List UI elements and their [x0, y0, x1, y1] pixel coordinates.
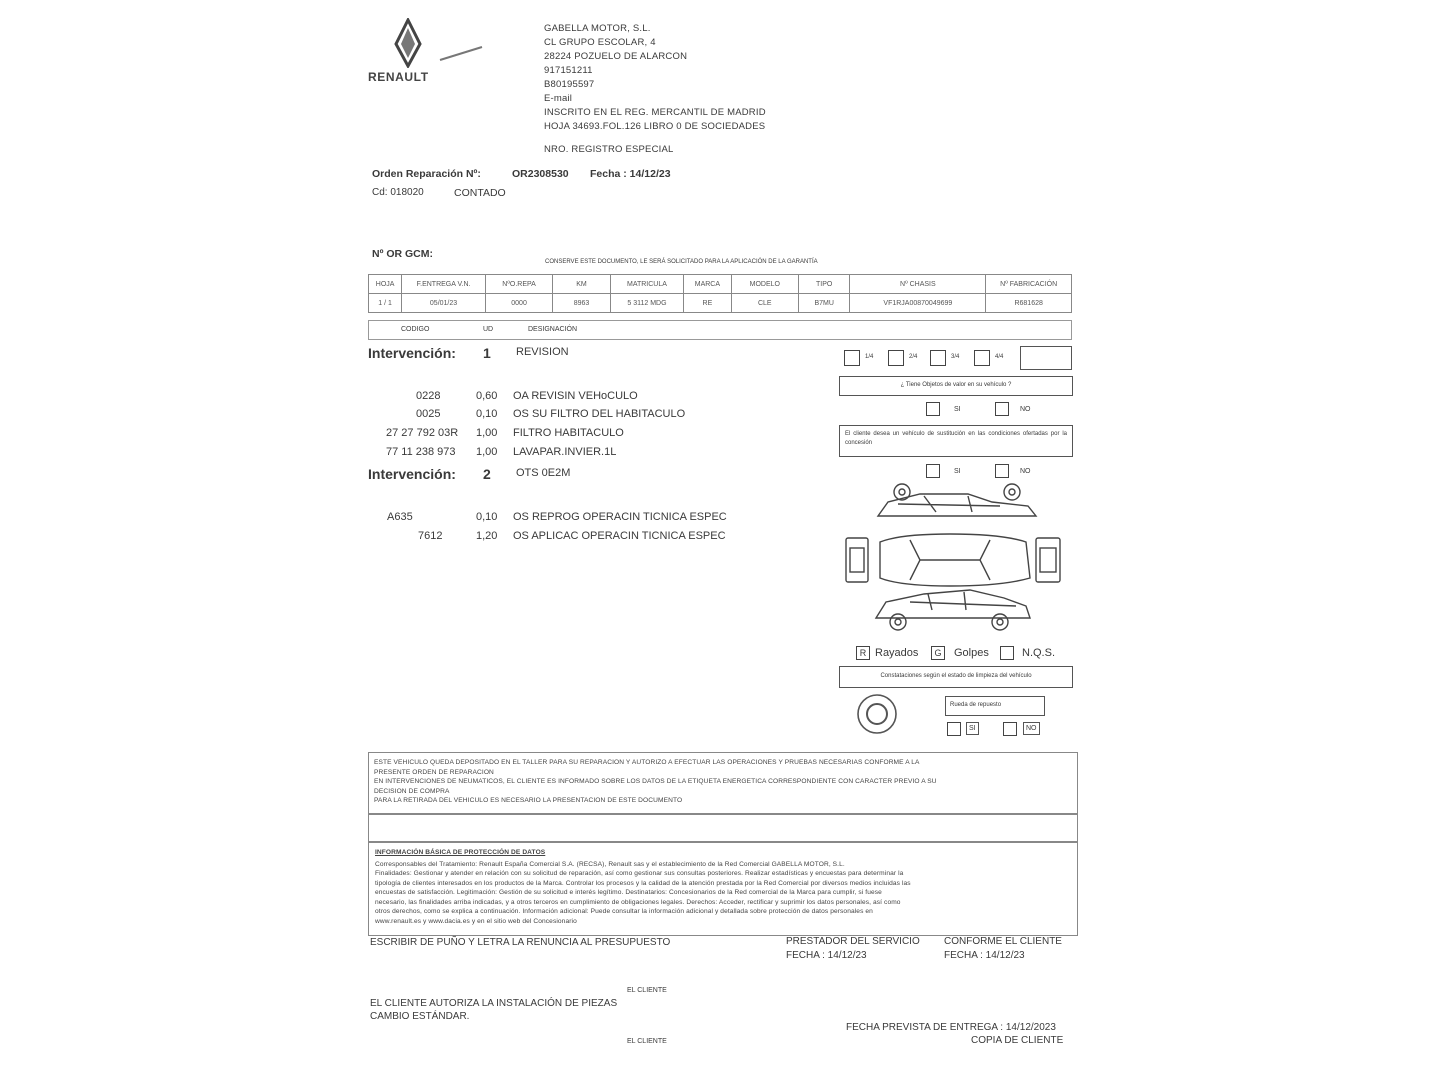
- col-modelo: MODELO: [731, 275, 798, 294]
- spare-yes-label: SI: [966, 722, 979, 735]
- registry-number: NRO. REGISTRO ESPECIAL: [544, 144, 674, 155]
- vehicle-table-header: [369, 275, 1072, 294]
- intervention-title: REVISION: [516, 346, 569, 358]
- col-matricula: MATRICULA: [610, 275, 684, 294]
- fuel-label: 2/4: [909, 354, 918, 360]
- spare-wheel-box: [945, 696, 1045, 716]
- replacement-no-checkbox[interactable]: [995, 464, 1009, 478]
- line-qty: 1,00: [476, 427, 498, 439]
- provider-date: FECHA : 14/12/23: [786, 950, 867, 961]
- intervention-label: Intervención:: [368, 345, 456, 361]
- cell-hoja: 1 / 1: [369, 294, 402, 313]
- provider-label: PRESTADOR DEL SERVICIO: [786, 936, 920, 947]
- company-line: HOJA 34693.FOL.126 LIBRO 0 DE SOCIEDADES: [544, 121, 766, 132]
- company-line: INSCRITO EN EL REG. MERCANTIL DE MADRID: [544, 107, 766, 118]
- nqs-checkbox[interactable]: [1000, 646, 1014, 660]
- line-desc: OS APLICAC OPERACIN TICNICA ESPEC: [513, 530, 726, 542]
- line-code: 27 27 792 03R: [386, 427, 459, 439]
- col-fabricacion: Nº FABRICACIÓN: [986, 275, 1072, 294]
- privacy-line: encuestas de satisfacción. Legitimación: Gestión de su solicitud e interés legítimo. Destinatarios: Concesionarios de la Red comercial de la Marca para cumplir, si fuese: [375, 889, 882, 896]
- valuables-yes-label: SI: [954, 406, 961, 413]
- cell-chasis: VF1RJA00870049699: [850, 294, 986, 313]
- company-line: B80195597: [544, 79, 595, 90]
- delivery-date: FECHA PREVISTA DE ENTREGA : 14/12/2023: [846, 1022, 1056, 1033]
- scratch-label: Rayados: [875, 647, 919, 659]
- valuables-no-checkbox[interactable]: [995, 402, 1009, 416]
- payment-type: CONTADO: [454, 187, 506, 199]
- order-date: Fecha : 14/12/23: [590, 168, 671, 180]
- valuables-box: [839, 376, 1073, 396]
- renault-diamond-icon: [382, 18, 442, 68]
- cell-tipo: B7MU: [799, 294, 850, 313]
- company-line: 917151211: [544, 65, 593, 76]
- valuables-no-label: NO: [1020, 406, 1031, 413]
- column-code: CODIGO: [401, 326, 430, 333]
- privacy-line: Finalidades: Gestionar y atender en relación con su solicitud de reparación, así como gestionar sus consultas posteriores. Realizar estadísticas y encuestas para determinar la: [375, 870, 904, 877]
- authorize-text: CAMBIO ESTÁNDAR.: [370, 1011, 470, 1022]
- dent-label: Golpes: [954, 647, 989, 659]
- privacy-line: tipología de clientes interesados en los productos de la Marca. Controlar los procesos y la calidad de la atención prestada por la Red Comercial por diversos medios incluidas las: [375, 879, 911, 887]
- car-top-view: [846, 534, 1060, 586]
- fuel-label: 4/4: [995, 354, 1004, 360]
- columns-header-box: [368, 320, 1072, 340]
- fuel-checkbox[interactable]: [844, 350, 860, 366]
- line-code: 0228: [416, 390, 441, 402]
- line-desc: FILTRO HABITACULO: [513, 427, 624, 439]
- vehicle-table: [368, 274, 1072, 313]
- line-code: 0025: [416, 408, 441, 420]
- line-qty: 1,20: [476, 530, 498, 542]
- intervention-number: 2: [483, 466, 491, 482]
- valuables-yes-checkbox[interactable]: [926, 402, 940, 416]
- line-desc: OA REVISIN VEHoCULO: [513, 390, 638, 402]
- company-line: 28224 POZUELO DE ALARCON: [544, 51, 688, 62]
- company-line: CL GRUPO ESCOLAR, 4: [544, 37, 656, 48]
- client-signature-label: EL CLIENTE: [627, 987, 667, 994]
- cell-entrega: 05/01/23: [402, 294, 486, 313]
- line-code: 7612: [418, 530, 443, 542]
- fuel-checkbox[interactable]: [930, 350, 946, 366]
- fuel-checkbox[interactable]: [974, 350, 990, 366]
- company-line: GABELLA MOTOR, S.L.: [544, 23, 651, 34]
- cell-matricula: 5 3112 MDG: [610, 294, 684, 313]
- spare-no-checkbox[interactable]: [1003, 722, 1017, 736]
- nqs-label: N.Q.S.: [1022, 647, 1056, 659]
- spare-wheel-label: Rueda de repuesto: [950, 702, 1002, 708]
- line-qty: 0,10: [476, 408, 498, 420]
- blank-box: [368, 814, 1078, 842]
- column-designation: DESIGNACIÓN: [528, 326, 578, 333]
- client-code: Cd: 018020: [372, 187, 424, 198]
- deposit-box: [368, 752, 1078, 814]
- deposit-line: PRESENTE ORDEN DE REPARACION: [374, 768, 494, 776]
- privacy-line: necesario, las finalidades arriba indicadas, y a otros terceros en cumplimiento de obligaciones legales. Derechos: Acceder, rectificar y suprimir los datos personales, así como: [375, 898, 901, 906]
- replacement-text: El cliente desea un vehículo de sustitución en las condiciones ofertadas por la concesión: [845, 431, 1067, 446]
- privacy-box: [368, 842, 1078, 936]
- deposit-line: DECISION DE COMPRA: [374, 787, 450, 795]
- car-side-bottom: [876, 590, 1030, 630]
- line-qty: 0,10: [476, 511, 498, 523]
- company-line: E-mail: [544, 93, 573, 104]
- privacy-title: INFORMACIÓN BÁSICA DE PROTECCIÓN DE DATOS: [375, 849, 546, 856]
- privacy-line: otros derechos, como se explica a continuación. Información adicional: Puede consultar la información adicional y detallada sobre protección de datos personales en: [375, 908, 873, 915]
- col-chasis: Nº CHASIS: [850, 275, 986, 294]
- fuel-checkbox[interactable]: [888, 350, 904, 366]
- vehicle-table-row: [369, 294, 1072, 313]
- deposit-line: EN INTERVENCIONES DE NEUMATICOS, EL CLIENTE ES INFORMADO SOBRE LOS DATOS DE LA ETIQUETA ENERGETICA CORRESPONDIENTE CON CARACTER PREVIO A SU: [374, 778, 937, 785]
- intervention-label: Intervención:: [368, 466, 456, 482]
- gcm-label: Nº OR GCM:: [372, 248, 433, 260]
- col-hoja: HOJA: [369, 275, 402, 294]
- dent-checkbox[interactable]: G: [931, 646, 945, 660]
- brand-name: RENAULT: [368, 70, 429, 84]
- cell-fabricacion: R681628: [986, 294, 1072, 313]
- line-desc: OS SU FILTRO DEL HABITACULO: [513, 408, 686, 420]
- privacy-line: Corresponsables del Tratamiento: Renault España Comercial S.A. (RECSA), Renault sas y el establecimiento de la Red Comercial GABELLA MOTOR, S.L.: [375, 860, 845, 868]
- order-number: OR2308530: [512, 168, 569, 180]
- replacement-box: [839, 425, 1073, 457]
- scratch-checkbox[interactable]: R: [856, 646, 870, 660]
- cell-marca: RE: [684, 294, 731, 313]
- valuables-question: ¿ Tiene Objetos de valor en su vehículo ?: [900, 382, 1012, 388]
- deposit-line: PARA LA RETIRADA DEL VEHICULO ES NECESARIO LA PRESENTACION DE ESTE DOCUMENTO: [374, 797, 683, 804]
- replacement-no-label: NO: [1020, 468, 1031, 475]
- replacement-yes-checkbox[interactable]: [926, 464, 940, 478]
- fuel-notes-box: [1020, 346, 1072, 370]
- line-code: A635: [387, 511, 413, 523]
- col-tipo: TIPO: [799, 275, 850, 294]
- intervention-number: 1: [483, 345, 491, 361]
- replacement-yes-label: SI: [954, 468, 961, 475]
- fuel-label: 1/4: [865, 354, 874, 360]
- line-qty: 1,00: [476, 446, 498, 458]
- client-conform-label: CONFORME EL CLIENTE: [944, 936, 1062, 947]
- copy-label: COPIA DE CLIENTE: [971, 1035, 1064, 1046]
- privacy-line: www.renault.es y www.dacia.es y en el sitio web del Concesionario: [375, 917, 577, 925]
- spare-yes-checkbox[interactable]: [947, 722, 961, 736]
- fuel-level-row: [840, 346, 1072, 370]
- cell-orepa: 0000: [485, 294, 552, 313]
- line-code: 77 11 238 973: [386, 446, 456, 458]
- col-km: KM: [553, 275, 610, 294]
- authorize-text: EL CLIENTE AUTORIZA LA INSTALACIÓN DE PIEZAS: [370, 998, 618, 1009]
- spare-wheel-icon: [855, 692, 899, 736]
- fuel-label: 3/4: [951, 354, 960, 360]
- line-desc: OS REPROG OPERACIN TICNICA ESPEC: [513, 511, 727, 523]
- cleanliness-text: Constataciones según el estado de limpieza del vehículo: [880, 673, 1032, 679]
- deposit-line: ESTE VEHICULO QUEDA DEPOSITADO EN EL TALLER PARA SU REPARACION Y AUTORIZO A EFECTUAR LAS OPERACIONES Y PRUEBAS NECESARIAS CONFORME A LA: [374, 759, 920, 766]
- col-orepa: NºO.REPA: [485, 275, 552, 294]
- car-damage-diagram[interactable]: [840, 482, 1072, 638]
- order-label: Orden Reparación Nº:: [372, 168, 481, 180]
- warranty-note: CONSERVE ESTE DOCUMENTO, LE SERÁ SOLICITADO PARA LA APLICACIÓN DE LA GARANTÍA: [545, 259, 818, 265]
- client-date: FECHA : 14/12/23: [944, 950, 1025, 961]
- company-block: [544, 22, 766, 134]
- line-qty: 0,60: [476, 390, 498, 402]
- intervention-title: OTS 0E2M: [516, 467, 571, 479]
- col-marca: MARCA: [684, 275, 731, 294]
- pen-mark: [438, 44, 486, 67]
- client-signature-label: EL CLIENTE: [627, 1038, 667, 1045]
- cell-km: 8963: [553, 294, 610, 313]
- cell-modelo: CLE: [731, 294, 798, 313]
- car-side-top: [878, 484, 1036, 516]
- waiver-text: ESCRIBIR DE PUÑO Y LETRA LA RENUNCIA AL PRESUPUESTO: [370, 937, 671, 948]
- col-entrega: F.ENTREGA V.N.: [402, 275, 486, 294]
- line-desc: LAVAPAR.INVIER.1L: [513, 446, 617, 458]
- column-ud: UD: [483, 326, 494, 333]
- cleanliness-box: [839, 666, 1073, 688]
- spare-no-label: NO: [1023, 722, 1040, 735]
